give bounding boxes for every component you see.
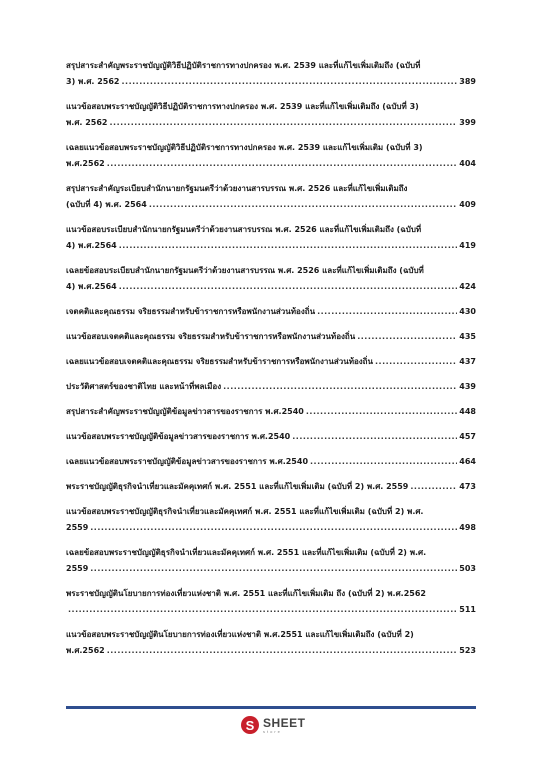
toc-entry-title: เฉลยข้อสอบระเบียบสำนักนายกรัฐมนตรีว่าด้วยงานสารบรรณ พ.ศ. 2526 และที่แก้ไขเพิ่มเติมถึง (ฉบับที่	[66, 266, 424, 275]
toc-page-number: 430	[459, 307, 476, 316]
toc-entry-title: สรุปสาระสำคัญพระราชบัญญัติข้อมูลข่าวสารของราชการ พ.ศ.2540	[66, 407, 304, 416]
toc-entry-leader-line	[66, 354, 476, 370]
dot-leader	[292, 429, 457, 445]
toc-entry-leader-line	[66, 429, 476, 445]
toc-entry-leader-line	[66, 197, 476, 213]
dot-leader	[306, 404, 457, 420]
toc-entry[interactable]	[66, 99, 476, 131]
toc-entry-leader-line	[66, 561, 476, 577]
toc-entry-title: แนวข้อสอบพระราชบัญญัติวิธีปฏิบัติราชการทางปกครอง พ.ศ. 2539 และที่แก้ไขเพิ่มเติมถึง (ฉบับที่ 3)	[66, 102, 419, 111]
dot-leader	[90, 561, 457, 577]
toc-entry[interactable]	[66, 263, 476, 295]
toc-entry-title: พระราชบัญญัตินโยบายการท่องเที่ยวแห่งชาติ พ.ศ. 2551 และที่แก้ไขเพิ่มเติม ถึง (ฉบับที่ 2) พ.ศ.2562	[66, 589, 426, 598]
toc-entry-leader-line	[66, 643, 476, 659]
toc-entry[interactable]	[66, 379, 476, 395]
toc-page-number: 457	[459, 432, 476, 441]
footer-rule	[66, 706, 476, 709]
dot-leader	[68, 602, 457, 618]
dot-leader	[107, 156, 458, 172]
toc-entry-title: เฉลยแนวข้อสอบพระราชบัญญัติวิธีปฏิบัติราชการทางปกครอง พ.ศ. 2539 และแก้ไขเพิ่มเติม (ฉบับที่ 3)	[66, 143, 423, 152]
dot-leader	[122, 74, 458, 90]
toc-entry-title: แนวข้อสอบพระราชบัญญัติธุรกิจนำเที่ยวและมัคคุเทศก์ พ.ศ. 2551 และที่แก้ไขเพิ่มเติม (ฉบับที่ 2) พ.ศ.	[66, 507, 424, 516]
toc-page-number: 437	[459, 357, 476, 366]
toc-entry-title-continued: 2559	[66, 564, 89, 573]
toc-entry-title: แนวข้อสอบพระราชบัญญัตินโยบายการท่องเที่ยวแห่งชาติ พ.ศ.2551 และแก้ไขเพิ่มเติมถึง (ฉบับที่ 2)	[66, 630, 414, 639]
toc-page-number: 448	[459, 407, 476, 416]
toc-entry-title: แนวข้อสอบระเบียบสำนักนายกรัฐมนตรีว่าด้วยงานสารบรรณ พ.ศ. 2526 และที่แก้ไขเพิ่มเติมถึง (ฉบับที่	[66, 225, 422, 234]
toc-entry[interactable]	[66, 479, 476, 495]
toc-page-number: 389	[459, 77, 476, 86]
toc-page-number: 419	[459, 241, 476, 250]
toc-entry[interactable]	[66, 454, 476, 470]
toc-page-number: 439	[459, 382, 476, 391]
toc-entry[interactable]	[66, 329, 476, 345]
sheet-store-logo	[241, 716, 306, 734]
toc-entry-title-continued: (ฉบับที่ 4) พ.ศ. 2564	[66, 200, 147, 209]
toc-entry-title: แนวข้อสอบพระราชบัญญัติข้อมูลข่าวสารของราชการ พ.ศ.2540	[66, 432, 291, 441]
toc-page-number: 503	[459, 564, 476, 573]
toc-entry-title: เฉลยแนวข้อสอบเจตคติและคุณธรรม จริยธรรมสำหรับข้าราชการหรือพนักงานส่วนท้องถิ่น	[66, 357, 373, 366]
toc-entry-leader-line	[66, 329, 476, 345]
toc-entry[interactable]	[66, 504, 476, 536]
toc-entry-title: ประวัติศาสตร์ของชาติไทย และหน้าที่พลเมือง	[66, 382, 222, 391]
logo-word: SHEET	[263, 715, 306, 730]
toc-entry-leader-line	[66, 238, 476, 254]
toc-entry-leader-line	[66, 479, 476, 495]
toc-entry-title-continued: พ.ศ.2562	[66, 159, 105, 168]
dot-leader	[119, 238, 458, 254]
toc-entry-leader-line	[66, 304, 476, 320]
toc-page-number: 399	[459, 118, 476, 127]
toc-entry[interactable]	[66, 354, 476, 370]
dot-leader	[223, 379, 457, 395]
toc-entry-title: สรุปสาระสำคัญพระราชบัญญัติวิธีปฏิบัติราชการทางปกครอง พ.ศ. 2539 และที่แก้ไขเพิ่มเติมถึง (ฉบับที่	[66, 61, 421, 70]
dot-leader	[149, 197, 457, 213]
toc-page-number: 404	[459, 159, 476, 168]
logo-text	[263, 717, 306, 734]
dot-leader	[90, 520, 457, 536]
dot-leader	[107, 643, 458, 659]
dot-leader	[109, 115, 457, 131]
table-of-contents	[66, 58, 476, 668]
toc-entry[interactable]	[66, 58, 476, 90]
toc-page-number: 464	[459, 457, 476, 466]
toc-entry[interactable]	[66, 222, 476, 254]
toc-entry-title: เฉลยแนวข้อสอบพระราชบัญญัติข้อมูลข่าวสารของราชการ พ.ศ.2540	[66, 457, 309, 466]
toc-page-number: 473	[459, 482, 476, 491]
toc-entry[interactable]	[66, 304, 476, 320]
toc-entry-leader-line	[66, 602, 476, 618]
dot-leader	[119, 279, 458, 295]
toc-entry-title: สรุปสาระสำคัญระเบียบสำนักนายกรัฐมนตรีว่าด้วยงานสารบรรณ พ.ศ. 2526 และที่แก้ไขเพิ่มเติมถึง	[66, 184, 408, 193]
toc-entry-leader-line	[66, 520, 476, 536]
toc-entry[interactable]	[66, 181, 476, 213]
toc-entry-title-continued: 4) พ.ศ.2564	[66, 241, 117, 250]
dot-leader	[310, 454, 457, 470]
toc-entry-title: เฉลยข้อสอบพระราชบัญญัติธุรกิจนำเที่ยวและมัคคุเทศก์ พ.ศ. 2551 และที่แก้ไขเพิ่มเติม (ฉบับที่ 2) พ.ศ.	[66, 548, 427, 557]
toc-entry-leader-line	[66, 379, 476, 395]
toc-entry[interactable]	[66, 627, 476, 659]
toc-entry[interactable]	[66, 140, 476, 172]
toc-entry[interactable]	[66, 586, 476, 618]
toc-entry-leader-line	[66, 115, 476, 131]
toc-entry-title: พระราชบัญญัติธุรกิจนำเที่ยวและมัคคุเทศก์ พ.ศ. 2551 และที่แก้ไขเพิ่มเติม (ฉบับที่ 2) พ.ศ. 2559	[66, 482, 409, 491]
toc-entry-title-continued: 2559	[66, 523, 89, 532]
toc-entry-title-continued: 4) พ.ศ.2564	[66, 282, 117, 291]
toc-page-number: 498	[459, 523, 476, 532]
toc-entry-leader-line	[66, 404, 476, 420]
toc-entry-title-continued: พ.ศ.2562	[66, 646, 105, 655]
toc-entry-title-continued: 3) พ.ศ. 2562	[66, 77, 120, 86]
logo-mark-icon: S	[241, 716, 259, 734]
toc-entry-title: แนวข้อสอบเจตคติและคุณธรรม จริยธรรมสำหรับข้าราชการหรือพนักงานส่วนท้องถิ่น	[66, 332, 356, 341]
toc-page-number: 409	[459, 200, 476, 209]
toc-entry-leader-line	[66, 279, 476, 295]
toc-entry[interactable]	[66, 545, 476, 577]
logo-sub: store	[263, 728, 282, 734]
toc-entry-title: เจตคติและคุณธรรม จริยธรรมสำหรับข้าราชการหรือพนักงานส่วนท้องถิ่น	[66, 307, 316, 316]
toc-entry-title-continued: พ.ศ. 2562	[66, 118, 108, 127]
toc-page-number: 424	[459, 282, 476, 291]
dot-leader	[410, 479, 457, 495]
toc-page-number: 435	[459, 332, 476, 341]
dot-leader	[317, 304, 457, 320]
toc-entry-leader-line	[66, 454, 476, 470]
toc-page-number: 523	[459, 646, 476, 655]
toc-entry-leader-line	[66, 74, 476, 90]
toc-entry[interactable]	[66, 429, 476, 445]
dot-leader	[375, 354, 457, 370]
toc-entry-leader-line	[66, 156, 476, 172]
toc-page-number: 511	[459, 605, 476, 614]
dot-leader	[357, 329, 457, 345]
toc-entry[interactable]	[66, 404, 476, 420]
